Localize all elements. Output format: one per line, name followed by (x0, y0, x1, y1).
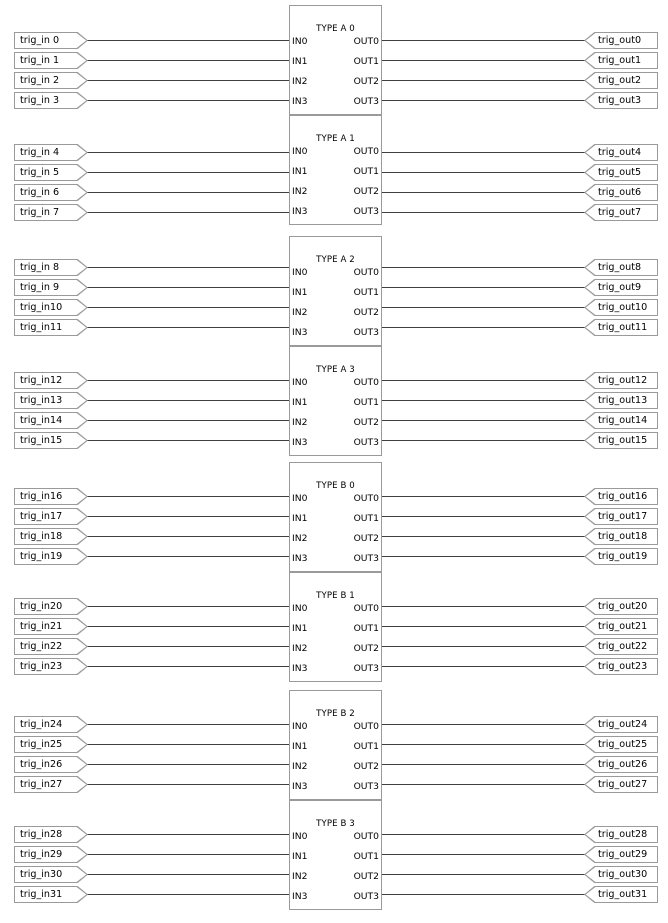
output-wire (382, 60, 585, 61)
input-port[interactable] (14, 598, 88, 615)
input-port-label: trig_in28 (20, 829, 63, 840)
pin-out-2: OUT2 (353, 533, 379, 544)
pin-in-3: IN3 (292, 663, 308, 674)
input-port[interactable] (14, 52, 88, 69)
pin-out-2: OUT2 (353, 76, 379, 87)
pin-out-3: OUT3 (353, 96, 379, 107)
pin-out-2: OUT2 (353, 417, 379, 428)
output-port[interactable] (584, 866, 658, 883)
pin-in-0: IN0 (292, 831, 308, 842)
pin-in-1: IN1 (292, 56, 308, 67)
output-wire (382, 152, 585, 153)
output-port-label: trig_out28 (598, 829, 648, 840)
pin-out-1: OUT1 (353, 513, 379, 524)
pin-out-2: OUT2 (353, 186, 379, 197)
input-wire (87, 834, 289, 835)
output-wire (382, 744, 585, 745)
input-wire (87, 646, 289, 647)
output-wire (382, 764, 585, 765)
output-port[interactable] (584, 52, 658, 69)
input-port[interactable] (14, 528, 88, 545)
output-port-label: trig_out10 (598, 302, 648, 313)
input-port-label: trig_in14 (20, 415, 63, 426)
output-port[interactable] (584, 259, 658, 276)
output-port[interactable] (584, 658, 658, 675)
output-wire (382, 854, 585, 855)
input-wire (87, 327, 289, 328)
module-block (289, 5, 382, 115)
input-port-label: trig_in 6 (20, 187, 60, 198)
input-port-label: trig_in13 (20, 395, 63, 406)
output-port[interactable] (584, 618, 658, 635)
input-wire (87, 894, 289, 895)
input-wire (87, 666, 289, 667)
output-wire (382, 327, 585, 328)
output-port[interactable] (584, 756, 658, 773)
input-port-label: trig_in11 (20, 322, 63, 333)
output-port[interactable] (584, 184, 658, 201)
input-port-label: trig_in 5 (20, 167, 60, 178)
output-port-label: trig_out24 (598, 719, 648, 730)
input-port-label: trig_in30 (20, 869, 63, 880)
input-port-label: trig_in17 (20, 511, 63, 522)
output-wire (382, 380, 585, 381)
output-port[interactable] (584, 412, 658, 429)
module-block (289, 346, 382, 456)
input-port-label: trig_in22 (20, 641, 63, 652)
pin-in-0: IN0 (292, 377, 308, 388)
pin-in-0: IN0 (292, 36, 308, 47)
input-port-label: trig_in 3 (20, 95, 60, 106)
input-port[interactable] (14, 826, 88, 843)
input-port[interactable] (14, 319, 88, 336)
output-port-label: trig_out18 (598, 531, 648, 542)
pin-in-1: IN1 (292, 397, 308, 408)
pin-out-3: OUT3 (353, 327, 379, 338)
pin-out-3: OUT3 (353, 553, 379, 564)
input-port[interactable] (14, 299, 88, 316)
pin-in-2: IN2 (292, 643, 308, 654)
output-port-label: trig_out16 (598, 491, 648, 502)
pin-out-1: OUT1 (353, 287, 379, 298)
pin-in-2: IN2 (292, 307, 308, 318)
input-port[interactable] (14, 92, 88, 109)
output-port[interactable] (584, 716, 658, 733)
input-port-label: trig_in20 (20, 601, 63, 612)
output-port[interactable] (584, 32, 658, 49)
input-wire (87, 724, 289, 725)
input-port[interactable] (14, 279, 88, 296)
output-port[interactable] (584, 528, 658, 545)
output-port[interactable] (584, 372, 658, 389)
pin-out-1: OUT1 (353, 623, 379, 634)
pin-in-0: IN0 (292, 267, 308, 278)
pin-out-1: OUT1 (353, 166, 379, 177)
input-port[interactable] (14, 756, 88, 773)
block-title: TYPE B 0 (316, 481, 355, 491)
input-wire (87, 744, 289, 745)
output-wire (382, 784, 585, 785)
output-wire (382, 496, 585, 497)
input-port[interactable] (14, 412, 88, 429)
input-wire (87, 287, 289, 288)
block-title: TYPE B 3 (316, 819, 355, 829)
input-port[interactable] (14, 508, 88, 525)
output-port-label: trig_out25 (598, 739, 648, 750)
output-wire (382, 724, 585, 725)
input-port-label: trig_in 9 (20, 282, 60, 293)
module-block (289, 462, 382, 572)
pin-in-2: IN2 (292, 186, 308, 197)
pin-in-0: IN0 (292, 603, 308, 614)
input-wire (87, 536, 289, 537)
input-port[interactable] (14, 259, 88, 276)
output-wire (382, 420, 585, 421)
input-port-label: trig_in23 (20, 661, 63, 672)
input-port[interactable] (14, 846, 88, 863)
output-port-label: trig_out2 (598, 75, 642, 86)
pin-in-1: IN1 (292, 851, 308, 862)
input-port-label: trig_in29 (20, 849, 63, 860)
output-port-label: trig_out11 (598, 322, 648, 333)
pin-out-0: OUT0 (353, 831, 379, 842)
module-block (289, 800, 382, 910)
output-port-label: trig_out19 (598, 551, 648, 562)
input-wire (87, 80, 289, 81)
input-port[interactable] (14, 618, 88, 635)
input-port-label: trig_in 2 (20, 75, 60, 86)
pin-in-2: IN2 (292, 417, 308, 428)
input-wire (87, 784, 289, 785)
input-wire (87, 556, 289, 557)
input-port-label: trig_in 1 (20, 55, 60, 66)
input-port-label: trig_in 4 (20, 147, 60, 158)
output-wire (382, 626, 585, 627)
pin-in-3: IN3 (292, 437, 308, 448)
pin-out-0: OUT0 (353, 377, 379, 388)
output-port[interactable] (584, 279, 658, 296)
input-port[interactable] (14, 72, 88, 89)
input-port[interactable] (14, 164, 88, 181)
input-port-label: trig_in31 (20, 889, 63, 900)
output-wire (382, 440, 585, 441)
block-title: TYPE B 2 (316, 709, 355, 719)
output-wire (382, 100, 585, 101)
pin-out-1: OUT1 (353, 56, 379, 67)
output-port[interactable] (584, 92, 658, 109)
pin-out-1: OUT1 (353, 741, 379, 752)
output-port-label: trig_out4 (598, 147, 642, 158)
block-title: TYPE A 0 (316, 24, 355, 34)
output-port[interactable] (584, 72, 658, 89)
pin-in-1: IN1 (292, 166, 308, 177)
pin-in-3: IN3 (292, 891, 308, 902)
input-port[interactable] (14, 716, 88, 733)
pin-in-3: IN3 (292, 206, 308, 217)
module-block (289, 572, 382, 682)
block-title: TYPE A 2 (316, 255, 355, 265)
output-port-label: trig_out12 (598, 375, 648, 386)
input-port[interactable] (14, 736, 88, 753)
pin-out-1: OUT1 (353, 397, 379, 408)
input-port[interactable] (14, 658, 88, 675)
input-port[interactable] (14, 432, 88, 449)
output-port-label: trig_out3 (598, 95, 642, 106)
output-port[interactable] (584, 319, 658, 336)
input-port-label: trig_in24 (20, 719, 63, 730)
pin-in-0: IN0 (292, 493, 308, 504)
input-wire (87, 100, 289, 101)
input-port-label: trig_in10 (20, 302, 63, 313)
input-wire (87, 420, 289, 421)
output-port[interactable] (584, 392, 658, 409)
pin-in-2: IN2 (292, 761, 308, 772)
output-port-label: trig_out27 (598, 779, 648, 790)
module-block (289, 236, 382, 346)
input-port[interactable] (14, 184, 88, 201)
pin-out-2: OUT2 (353, 871, 379, 882)
output-wire (382, 646, 585, 647)
input-wire (87, 874, 289, 875)
pin-out-2: OUT2 (353, 761, 379, 772)
input-wire (87, 152, 289, 153)
pin-out-0: OUT0 (353, 146, 379, 157)
pin-out-0: OUT0 (353, 603, 379, 614)
input-port-label: trig_in18 (20, 531, 63, 542)
output-port-label: trig_out13 (598, 395, 648, 406)
output-port[interactable] (584, 508, 658, 525)
output-wire (382, 287, 585, 288)
input-wire (87, 40, 289, 41)
pin-in-1: IN1 (292, 287, 308, 298)
input-wire (87, 212, 289, 213)
block-title: TYPE A 1 (316, 134, 355, 144)
output-port[interactable] (584, 886, 658, 903)
output-wire (382, 536, 585, 537)
pin-out-0: OUT0 (353, 36, 379, 47)
output-port[interactable] (584, 299, 658, 316)
pin-in-3: IN3 (292, 96, 308, 107)
output-wire (382, 172, 585, 173)
input-port-label: trig_in15 (20, 435, 63, 446)
output-port-label: trig_out1 (598, 55, 642, 66)
pin-out-0: OUT0 (353, 721, 379, 732)
output-port-label: trig_out8 (598, 262, 642, 273)
output-port-label: trig_out9 (598, 282, 642, 293)
output-port-label: trig_out0 (598, 35, 642, 46)
output-port-label: trig_out7 (598, 207, 642, 218)
output-wire (382, 80, 585, 81)
module-block (289, 115, 382, 225)
output-port[interactable] (584, 598, 658, 615)
block-title: TYPE A 3 (316, 365, 355, 375)
pin-in-2: IN2 (292, 533, 308, 544)
output-wire (382, 556, 585, 557)
input-wire (87, 172, 289, 173)
pin-in-0: IN0 (292, 721, 308, 732)
output-wire (382, 307, 585, 308)
input-port[interactable] (14, 204, 88, 221)
pin-in-2: IN2 (292, 871, 308, 882)
input-port-label: trig_in21 (20, 621, 63, 632)
output-wire (382, 606, 585, 607)
input-wire (87, 496, 289, 497)
output-port-label: trig_out21 (598, 621, 648, 632)
output-port[interactable] (584, 548, 658, 565)
pin-out-0: OUT0 (353, 493, 379, 504)
output-port[interactable] (584, 736, 658, 753)
output-port-label: trig_out14 (598, 415, 648, 426)
output-port[interactable] (584, 144, 658, 161)
input-port-label: trig_in 8 (20, 262, 60, 273)
output-wire (382, 894, 585, 895)
output-wire (382, 874, 585, 875)
input-port[interactable] (14, 638, 88, 655)
output-port-label: trig_out22 (598, 641, 648, 652)
output-wire (382, 192, 585, 193)
pin-out-3: OUT3 (353, 781, 379, 792)
input-port-label: trig_in 7 (20, 207, 60, 218)
output-port-label: trig_out5 (598, 167, 642, 178)
output-wire (382, 40, 585, 41)
pin-out-0: OUT0 (353, 267, 379, 278)
input-port[interactable] (14, 886, 88, 903)
input-port[interactable] (14, 32, 88, 49)
input-wire (87, 380, 289, 381)
pin-in-1: IN1 (292, 623, 308, 634)
output-port-label: trig_out31 (598, 889, 648, 900)
output-wire (382, 834, 585, 835)
input-port-label: trig_in25 (20, 739, 63, 750)
input-wire (87, 307, 289, 308)
output-port-label: trig_out26 (598, 759, 648, 770)
input-port[interactable] (14, 372, 88, 389)
pin-out-3: OUT3 (353, 663, 379, 674)
output-wire (382, 400, 585, 401)
input-port[interactable] (14, 866, 88, 883)
pin-in-3: IN3 (292, 553, 308, 564)
input-wire (87, 192, 289, 193)
input-wire (87, 764, 289, 765)
output-port-label: trig_out20 (598, 601, 648, 612)
input-port-label: trig_in26 (20, 759, 63, 770)
module-block (289, 690, 382, 800)
input-wire (87, 606, 289, 607)
pin-out-3: OUT3 (353, 437, 379, 448)
input-wire (87, 440, 289, 441)
output-port[interactable] (584, 826, 658, 843)
pin-in-1: IN1 (292, 741, 308, 752)
output-port[interactable] (584, 488, 658, 505)
input-wire (87, 60, 289, 61)
block-title: TYPE B 1 (316, 591, 355, 601)
input-port[interactable] (14, 488, 88, 505)
input-wire (87, 626, 289, 627)
input-wire (87, 854, 289, 855)
output-port-label: trig_out30 (598, 869, 648, 880)
input-port[interactable] (14, 776, 88, 793)
output-wire (382, 516, 585, 517)
output-port-label: trig_out15 (598, 435, 648, 446)
input-port-label: trig_in27 (20, 779, 63, 790)
pin-in-3: IN3 (292, 781, 308, 792)
input-port[interactable] (14, 392, 88, 409)
output-port[interactable] (584, 432, 658, 449)
output-port[interactable] (584, 776, 658, 793)
output-wire (382, 666, 585, 667)
input-port-label: trig_in12 (20, 375, 63, 386)
pin-out-3: OUT3 (353, 206, 379, 217)
output-port[interactable] (584, 204, 658, 221)
output-port[interactable] (584, 846, 658, 863)
output-port-label: trig_out6 (598, 187, 642, 198)
pin-out-2: OUT2 (353, 643, 379, 654)
pin-out-1: OUT1 (353, 851, 379, 862)
pin-in-0: IN0 (292, 146, 308, 157)
pin-in-3: IN3 (292, 327, 308, 338)
output-port-label: trig_out17 (598, 511, 648, 522)
pin-in-1: IN1 (292, 513, 308, 524)
input-port[interactable] (14, 548, 88, 565)
input-wire (87, 267, 289, 268)
pin-out-3: OUT3 (353, 891, 379, 902)
output-port-label: trig_out29 (598, 849, 648, 860)
input-port-label: trig_in19 (20, 551, 63, 562)
pin-in-2: IN2 (292, 76, 308, 87)
output-wire (382, 212, 585, 213)
output-port[interactable] (584, 164, 658, 181)
pin-out-2: OUT2 (353, 307, 379, 318)
input-wire (87, 516, 289, 517)
output-wire (382, 267, 585, 268)
input-wire (87, 400, 289, 401)
input-port[interactable] (14, 144, 88, 161)
input-port-label: trig_in 0 (20, 35, 60, 46)
output-port-label: trig_out23 (598, 661, 648, 672)
input-port-label: trig_in16 (20, 491, 63, 502)
output-port[interactable] (584, 638, 658, 655)
